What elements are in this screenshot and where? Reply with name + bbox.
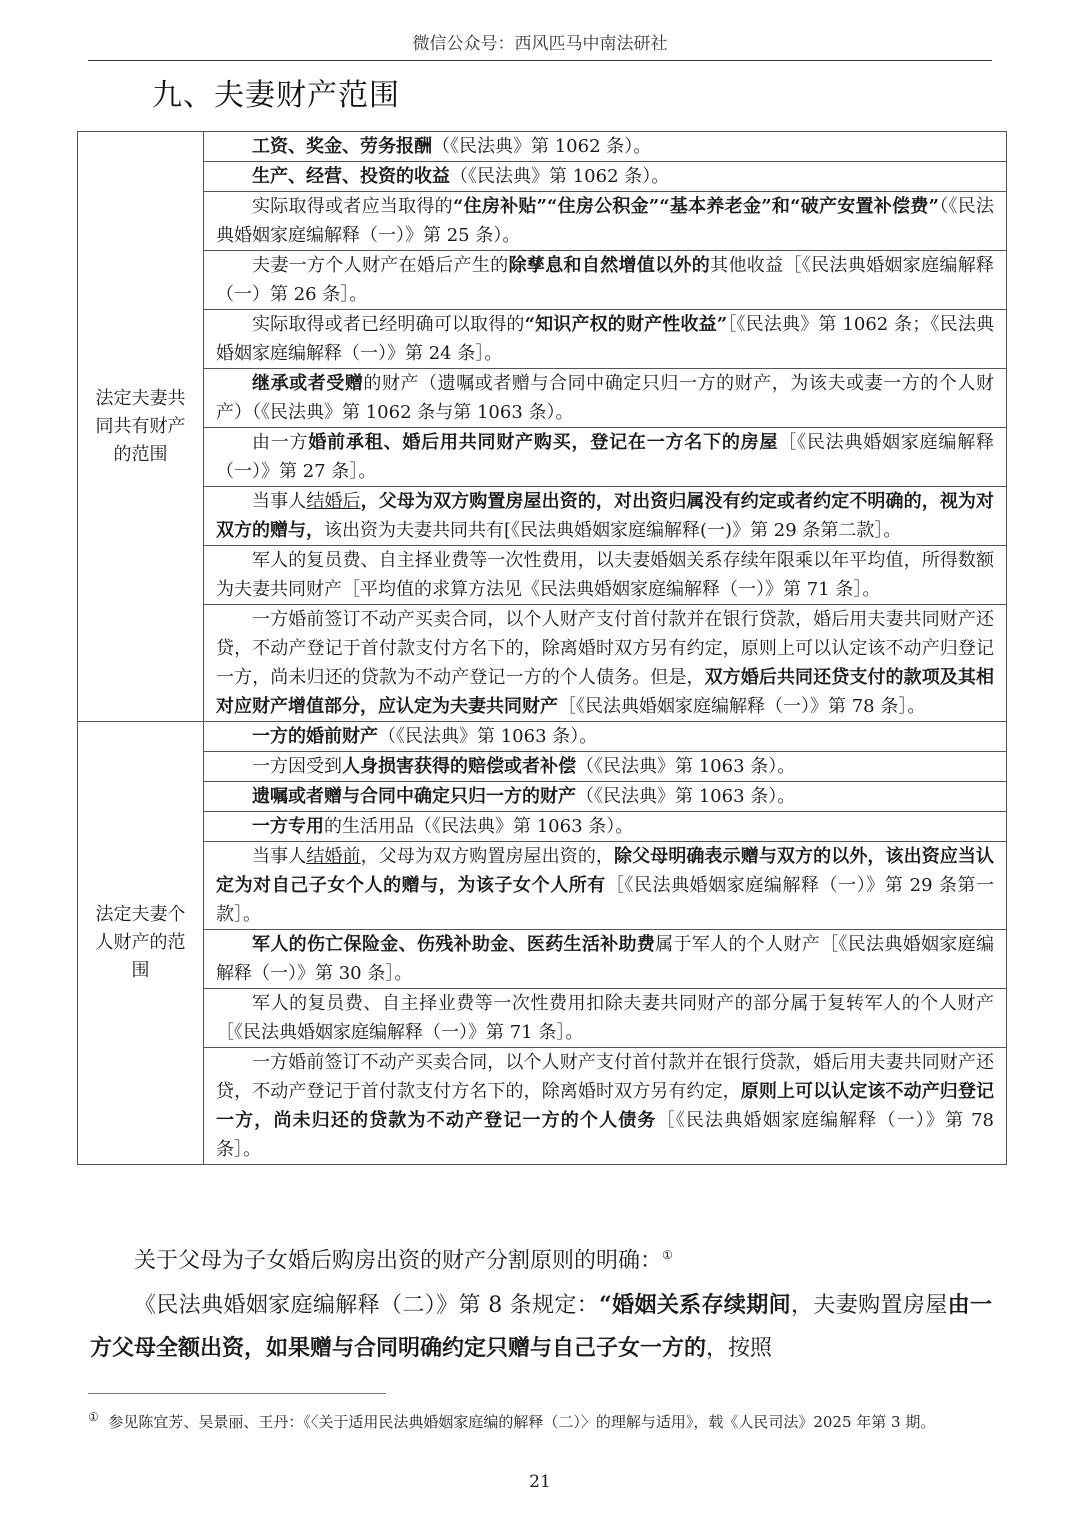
- table-row: [78, 162, 1007, 192]
- section-title: 九、夫妻财产范围: [152, 78, 400, 113]
- table-row: [78, 1048, 1007, 1165]
- footnote: [88, 1406, 992, 1433]
- table-row: [78, 930, 1007, 989]
- footnote-ref: ①: [662, 1248, 673, 1262]
- table-row: [78, 251, 1007, 310]
- table-row: [78, 192, 1007, 251]
- table-row: [78, 722, 1007, 752]
- table-cell: 一方婚前签订不动产买卖合同，以个人财产支付首付款并在银行贷款，婚后用夫妻共同财产还贷，不动产登记于首付款支付方名下的，除离婚时双方另有约定，原则上可以认定该不动产归登记一方，尚未归还的贷款为不动产登记一方的个人债务。但是，双方婚后共同还贷支付的款项及其相对应财产增值部分，应认定为夫妻共同财产［《民法典婚姻家庭编解释（一）》第 78 条］。: [204, 605, 1007, 722]
- table-row: [78, 310, 1007, 369]
- table-row: [78, 487, 1007, 546]
- table-cell: 夫妻一方个人财产在婚后产生的除孳息和自然增值以外的其他收益［《民法典婚姻家庭编解释（一）第 26 条］。: [204, 251, 1007, 310]
- table-row: [78, 812, 1007, 842]
- footnote-text: 参见陈宜芳、吴景丽、王丹：《〈关于适用民法典婚姻家庭编的解释（二）〉的理解与适用》，载《人民司法》2025 年第 3 期。: [108, 1413, 936, 1431]
- table-cell: 一方婚前签订不动产买卖合同，以个人财产支付首付款并在银行贷款，婚后用夫妻共同财产还贷，不动产登记于首付款支付方名下的，除离婚时双方另有约定，原则上可以认定该不动产归登记一方，尚未归还的贷款为不动产登记一方的个人债务［《民法典婚姻家庭编解释（一）》第 78 条］。: [204, 1048, 1007, 1165]
- table-cell: 当事人结婚前，父母为双方购置房屋出资的，除父母明确表示赠与双方的以外，该出资应当认定为对自己子女个人的赠与，为该子女个人所有［《民法典婚姻家庭编解释（一）》第 29 条第一款］。: [204, 842, 1007, 930]
- table-cell: 一方因受到人身损害获得的赔偿或者补偿（《民法典》第 1063 条）。: [204, 752, 1007, 782]
- body-paragraph: 《民法典婚姻家庭编解释（二）》第 8 条规定：“婚姻关系存续期间，夫妻购置房屋由一方父母全额出资，如果赠与合同明确约定只赠与自己子女一方的，按照: [90, 1292, 992, 1361]
- table-row: [78, 842, 1007, 930]
- table-cell: 当事人结婚后，父母为双方购置房屋出资的，对出资归属没有约定或者约定不明确的，视为对双方的赠与，该出资为夫妻共同共有[《民法典婚姻家庭编解释(一)》第 29 条第二款］。: [204, 487, 1007, 546]
- category-personal-property: 法定夫妻个人财产的范围: [78, 722, 204, 1165]
- table-cell: 遗嘱或者赠与合同中确定只归一方的财产（《民法典》第 1063 条）。: [204, 782, 1007, 812]
- category-joint-property: 法定夫妻共同共有财产的范围: [78, 132, 204, 722]
- table-row: [78, 605, 1007, 722]
- table-row: [78, 428, 1007, 487]
- table-cell: 军人的复员费、自主择业费等一次性费用扣除夫妻共同财产的部分属于复转军人的个人财产［《民法典婚姻家庭编解释（一）》第 71 条］。: [204, 989, 1007, 1048]
- body-paragraph-heading: 关于父母为子女婚后购房出资的财产分割原则的明确：①: [134, 1248, 673, 1274]
- table-row: [78, 989, 1007, 1048]
- page-header: [88, 30, 992, 61]
- table-row: [78, 369, 1007, 428]
- header-text: 微信公众号：西风匹马中南法研社: [412, 34, 668, 54]
- table-cell: 实际取得或者已经明确可以取得的“知识产权的财产性收益”［《民法典》第 1062 条；《民法典婚姻家庭编解释（一）》第 24 条］。: [204, 310, 1007, 369]
- table-cell: 一方的婚前财产（《民法典》第 1063 条）。: [204, 722, 1007, 752]
- property-scope-table: [77, 131, 1007, 1165]
- table-row: [78, 546, 1007, 605]
- table-cell: 实际取得或者应当取得的“住房补贴”“住房公积金”“基本养老金”和“破产安置补偿费”（《民法典婚姻家庭编解释（一）》第 25 条）。: [204, 192, 1007, 251]
- footnote-divider: [88, 1393, 386, 1394]
- table-cell: 军人的复员费、自主择业费等一次性费用，以夫妻婚姻关系存续年限乘以年平均值，所得数额为夫妻共同财产［平均值的求算方法见《民法典婚姻家庭编解释（一）》第 71 条］。: [204, 546, 1007, 605]
- page-number: 21: [529, 1472, 551, 1492]
- table-cell: 继承或者受赠的财产（遗嘱或者赠与合同中确定只归一方的财产，为该夫或妻一方的个人财产）（《民法典》第 1062 条与第 1063 条）。: [204, 369, 1007, 428]
- footnote-marker: ①: [88, 1410, 99, 1424]
- table-cell: 一方专用的生活用品（《民法典》第 1063 条）。: [204, 812, 1007, 842]
- table-row: [78, 132, 1007, 162]
- table-cell: 生产、经营、投资的收益（《民法典》第 1062 条）。: [204, 162, 1007, 192]
- table-cell: 由一方婚前承租、婚后用共同财产购买，登记在一方名下的房屋［《民法典婚姻家庭编解释（一）》第 27 条］。: [204, 428, 1007, 487]
- table-row: [78, 752, 1007, 782]
- table-cell: 工资、奖金、劳务报酬（《民法典》第 1062 条）。: [204, 132, 1007, 162]
- table-cell: 军人的伤亡保险金、伤残补助金、医药生活补助费属于军人的个人财产［《民法典婚姻家庭编解释（一）》第 30 条］。: [204, 930, 1007, 989]
- table-row: [78, 782, 1007, 812]
